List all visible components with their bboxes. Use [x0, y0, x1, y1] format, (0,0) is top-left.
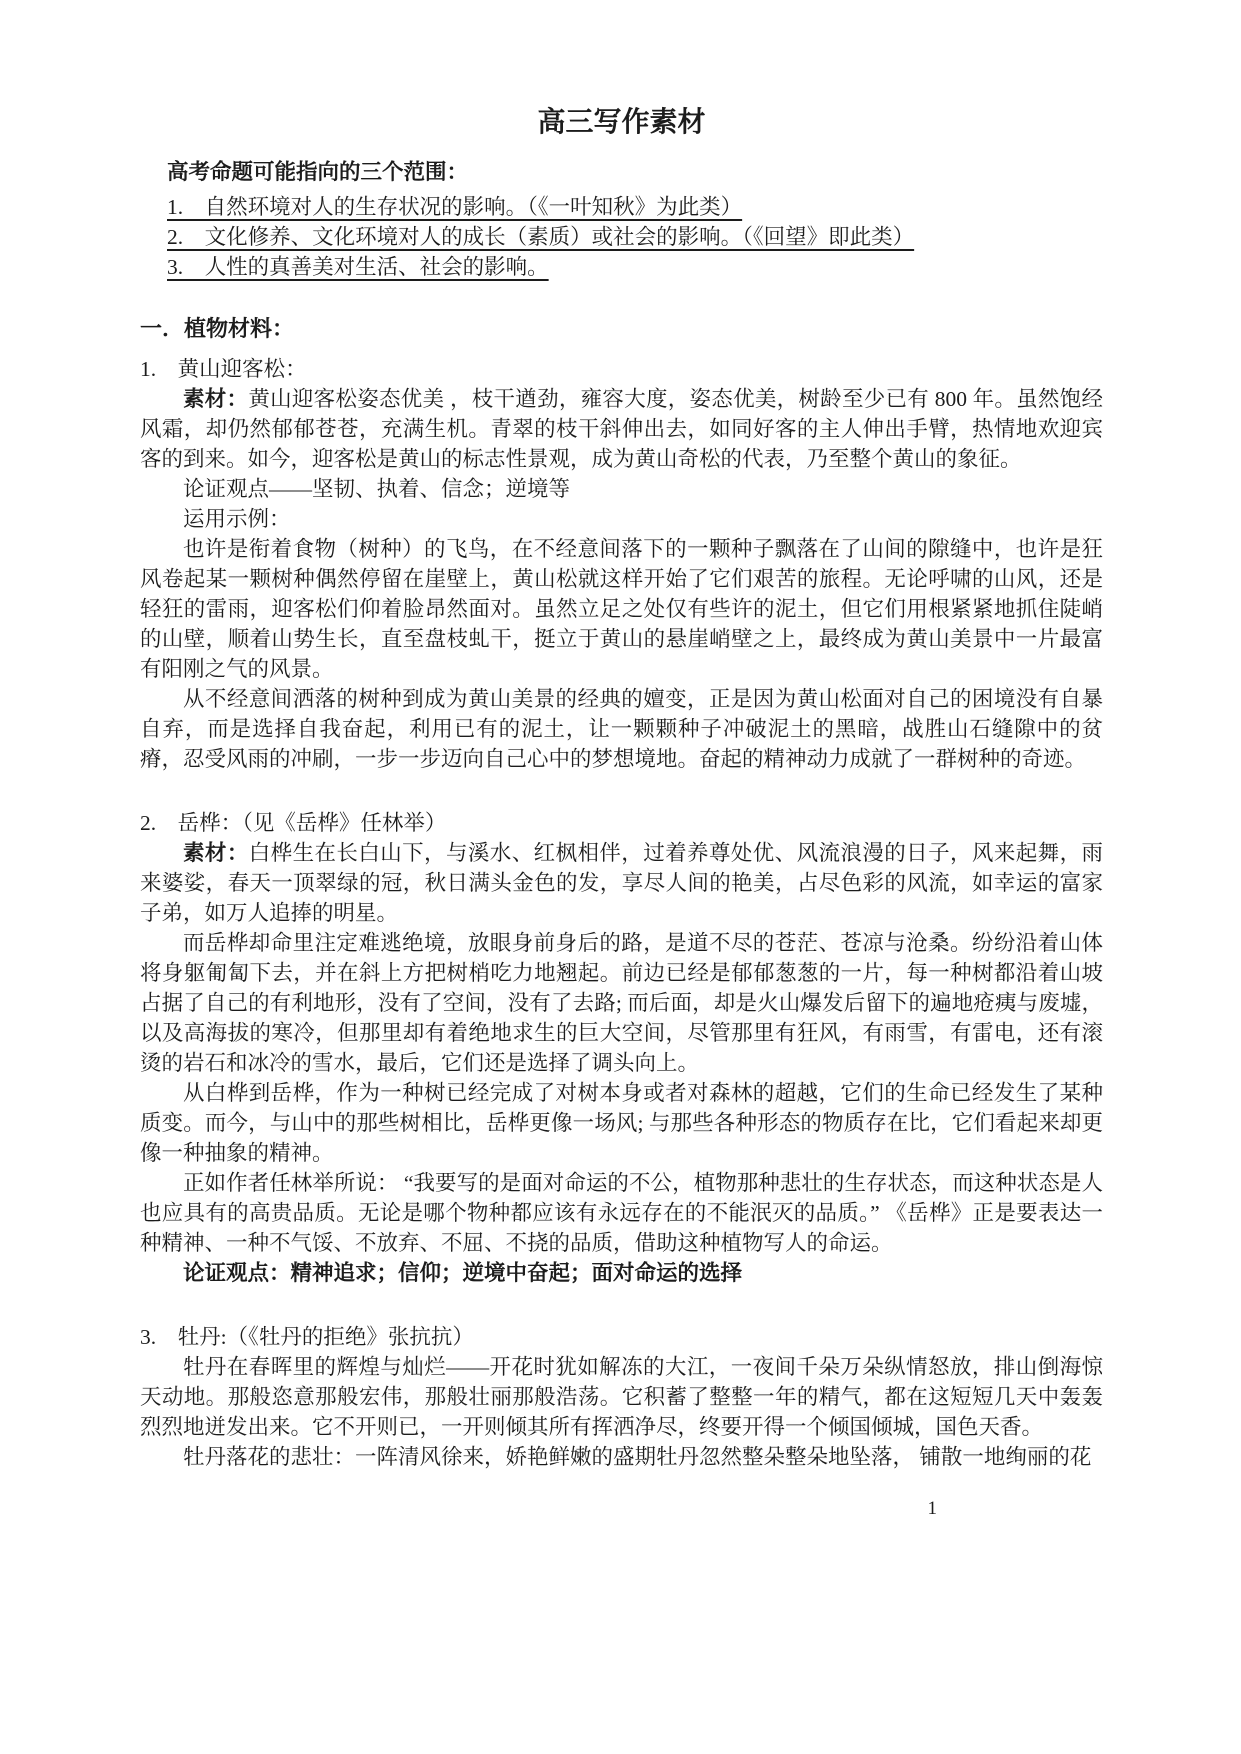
material-2-heading: 2. 岳桦：（见《岳桦》任林举） — [140, 811, 447, 835]
material-3-heading: 3. 牡丹:（《牡丹的拒绝》张抗抗） — [140, 1325, 474, 1349]
exam-scope-item-2-text: 2. 文化修养、文化环境对人的成长（素质）或社会的影响。（《回望》即此类） — [167, 225, 915, 249]
material-1-example-paragraph-1: 也许是衔着食物（树种）的飞鸟，在不经意间落下的一颗种子飘落在了山间的隙缝中，也许是狂风卷起某一颗树种偶然停留在崖壁上，黄山松就这样开始了它们艰苦的旅程。无论呼啸的山风，还是轻狂的雷雨，迎客松们仰着脸昂然面对。虽然立足之处仅有些许的泥土，但它们用根紧紧地抓住陡峭的山壁，顺着山势生长，直至盘枝虬干，挺立于黄山的悬崖峭壁之上，最终成为黄山美景中一片最富有阳刚之气的风景。 — [140, 537, 1103, 681]
material-1-heading: 1. 黄山迎客松： — [140, 357, 307, 381]
material-2-paragraph-4: 正如作者任林举所说： “我要写的是面对命运的不公，植物那种悲壮的生存状态，而这种状态是人也应具有的高贵品质。无论是哪个物种都应该有永远存在的不能泯灭的品质。” 《岳桦》正是要表达一种精神、一种不气馁、不放弃、不屈、不挠的品质，借助这种植物写人的命运。 — [140, 1171, 1103, 1255]
material-2-source-text: 白桦生在长白山下，与溪水、红枫相伴，过着养尊处优、风流浪漫的日子，风来起舞，雨来婆娑，春天一顶翠绿的冠，秋日满头金色的发，享尽人间的艳美，占尽色彩的风流，如幸运的富家子弟，如万人追捧的明星。 — [140, 841, 1103, 925]
exam-scope-heading: 高考命题可能指向的三个范围： — [167, 160, 469, 184]
exam-scope-item-1 — [167, 192, 1103, 222]
material-2-source-label: 素材： — [183, 841, 249, 865]
material-yuehua-birch — [140, 808, 1103, 1288]
material-1-source-paragraph — [140, 384, 1103, 474]
section-heading-plant-materials: 一．植物材料： — [140, 316, 295, 341]
material-2-argument-points: 论证观点：精神追求；信仰；逆境中奋起；面对命运的选择 — [183, 1261, 743, 1285]
document-page — [140, 0, 1103, 1520]
page-title: 高三写作素材 — [537, 106, 706, 137]
page-number: 1 — [927, 1498, 937, 1519]
material-3-paragraph-1: 牡丹在春晖里的辉煌与灿烂——开花时犹如解冻的大江，一夜间千朵万朵纵情怒放，排山倒海惊天动地。那般恣意那般宏伟，那般壮丽那般浩荡。它积蓄了整整一年的精气，都在这短短几天中轰轰烈烈地迸发出来。它不开则已，一开则倾其所有挥洒净尽，终要开得一个倾国倾城，国色天香。 — [140, 1355, 1103, 1439]
exam-scope-item-3-text: 3. 人性的真善美对生活、社会的影响。 — [167, 255, 549, 279]
material-1-example-paragraph-2: 从不经意间洒落的树种到成为黄山美景的经典的嬗变，正是因为黄山松面对自己的困境没有自暴自弃，而是选择自我奋起，利用已有的泥土，让一颗颗种子冲破泥土的黑暗，战胜山石缝隙中的贫瘠，忍受风雨的冲刷，一步一步迈向自己心中的梦想境地。奋起的精神动力成就了一群树种的奇迹。 — [140, 687, 1103, 771]
material-peony — [140, 1322, 1103, 1472]
material-1-usage-example-label: 运用示例： — [183, 507, 291, 531]
exam-scope-section — [140, 156, 1103, 282]
material-2-source-paragraph — [140, 838, 1103, 928]
material-2-paragraph-3: 从白桦到岳桦，作为一种树已经完成了对树本身或者对森林的超越，它们的生命已经发生了某种质变。而今，与山中的那些树相比，岳桦更像一场风; 与那些各种形态的物质存在比，它们看起来却更像一种抽象的精神。 — [140, 1081, 1103, 1165]
material-huangshan-pine — [140, 354, 1103, 774]
material-2-paragraph-2: 而岳桦却命里注定难逃绝境，放眼身前身后的路，是道不尽的苍茫、苍凉与沧桑。纷纷沿着山体将身躯匍匐下去，并在斜上方把树梢吃力地翘起。前边已经是郁郁葱葱的一片，每一种树都沿着山坡占据了自己的有利地形，没有了空间，没有了去路; 而后面，却是火山爆发后留下的遍地疮痍与废墟，以及高海拔的寒冷，但那里却有着绝地求生的巨大空间，尽管那里有狂风，有雨雪，有雷电，还有滚烫的岩石和冰冷的雪水，最后，它们还是选择了调头向上。 — [140, 931, 1103, 1075]
material-1-source-text: 黄山迎客松姿态优美 ，枝干遒劲，雍容大度，姿态优美，树龄至少已有 800 年。虽然饱经风霜，却仍然郁郁苍苍，充满生机。青翠的枝干斜伸出去，如同好客的主人伸出手臂，热情地欢迎宾客的到来。如今，迎客松是黄山的标志性景观，成为黄山奇松的代表，乃至整个黄山的象征。 — [140, 387, 1103, 471]
material-1-source-label: 素材： — [183, 387, 249, 411]
exam-scope-item-1-text: 1. 自然环境对人的生存状况的影响。（《一叶知秋》为此类） — [167, 195, 743, 219]
exam-scope-item-2 — [167, 222, 1103, 252]
material-1-argument-points: 论证观点——坚韧、执着、信念；逆境等 — [183, 477, 571, 501]
material-3-paragraph-2: 牡丹落花的悲壮：一阵清风徐来，娇艳鲜嫩的盛期牡丹忽然整朵整朵地坠落， 铺散一地绚丽的花 — [183, 1445, 1092, 1469]
exam-scope-item-3 — [167, 252, 1103, 282]
